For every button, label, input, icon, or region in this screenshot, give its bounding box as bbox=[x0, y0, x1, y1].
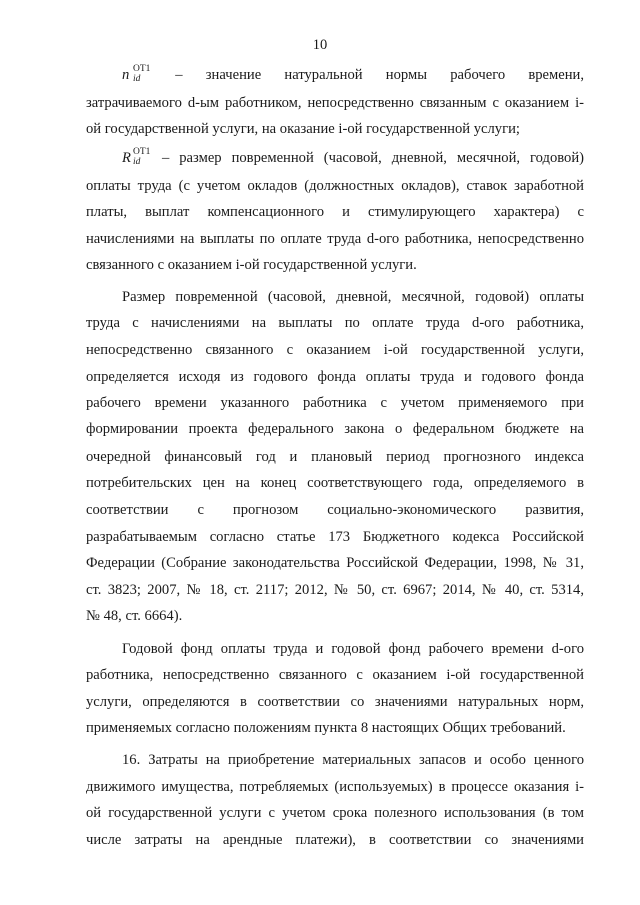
text-line: потребительских цен на конец соответствующего года, определяемого в bbox=[86, 475, 584, 491]
text-line: Размер повременной (часовой, дневной, месячной, годовой) оплаты bbox=[122, 289, 584, 305]
text-line: непосредственно связанного с оказанием i-ой государственной услуги, bbox=[86, 342, 584, 358]
text-line: движимого имущества, потребляемых (используемых) в процессе оказания i- bbox=[86, 779, 584, 795]
text-line: числе затраты на арендные платежи), в соответствии со значениями bbox=[86, 832, 584, 848]
text-line: платы, выплат компенсационного и стимулирующего характера) с bbox=[86, 204, 584, 220]
text-line: начислениями на выплаты по оплате труда d-ого работника, непосредственно bbox=[86, 231, 584, 247]
text-line: очередной финансовый год и плановый период прогнозного индекса bbox=[86, 449, 584, 465]
text-line: R ОТ1 id – размер повременной (часовой, дневной, месячной, годовой) bbox=[122, 147, 584, 167]
text-line: труда с начислениями на выплаты по оплате труда d-ого работника, bbox=[86, 315, 584, 331]
text-line: затрачиваемого d-ым работником, непосредственно связанным с оказанием i- bbox=[86, 95, 584, 111]
text-line: 16. Затраты на приобретение материальных запасов и особо ценного bbox=[122, 752, 584, 768]
text-line: услуги, определяются в соответствии со значениями натуральных норм, bbox=[86, 694, 584, 710]
text-line: применяемых согласно положениям пункта 8 настоящих Общих требований. bbox=[86, 720, 566, 736]
page-number: 10 bbox=[312, 37, 328, 53]
text-line: определяется исходя из годового фонда оплаты труда и годового фонда bbox=[86, 369, 584, 385]
text-line: № 48, ст. 6664). bbox=[86, 608, 183, 624]
symbol-r: R ОТ1 id bbox=[122, 147, 151, 167]
text-line: оплаты труда (с учетом окладов (должностных окладов), ставок заработной bbox=[86, 178, 584, 194]
text-line: рабочего времени указанного работника с учетом применяемого при bbox=[86, 395, 584, 411]
text-line: связанного с оказанием i-ой государственной услуги. bbox=[86, 257, 417, 273]
text-line: ой государственной услуги с учетом срока полезного использования (в том bbox=[86, 805, 584, 821]
symbol-n: n ОТ1 id bbox=[122, 64, 151, 84]
text-line: работника, непосредственно связанного с оказанием i-ой государственной bbox=[86, 667, 584, 683]
text-line: формировании проекта федерального закона о федеральном бюджете на bbox=[86, 421, 584, 437]
text-line: соответствии с прогнозом социально-экономического развития, bbox=[86, 502, 584, 518]
text-line: Годовой фонд оплаты труда и годовой фонд рабочего времени d-ого bbox=[122, 641, 584, 657]
text-line: n ОТ1 id – значение натуральной нормы рабочего времени, bbox=[122, 64, 584, 84]
text-line: ст. 3823; 2007, № 18, ст. 2117; 2012, № 50, ст. 6967; 2014, № 40, ст. 5314, bbox=[86, 582, 584, 598]
text-line: ой государственной услуги, на оказание i-ой государственной услуги; bbox=[86, 121, 520, 137]
text-line: Федерации (Собрание законодательства Российской Федерации, 1998, № 31, bbox=[86, 555, 584, 571]
text-line: разрабатываемым согласно статье 173 Бюджетного кодекса Российской bbox=[86, 529, 584, 545]
